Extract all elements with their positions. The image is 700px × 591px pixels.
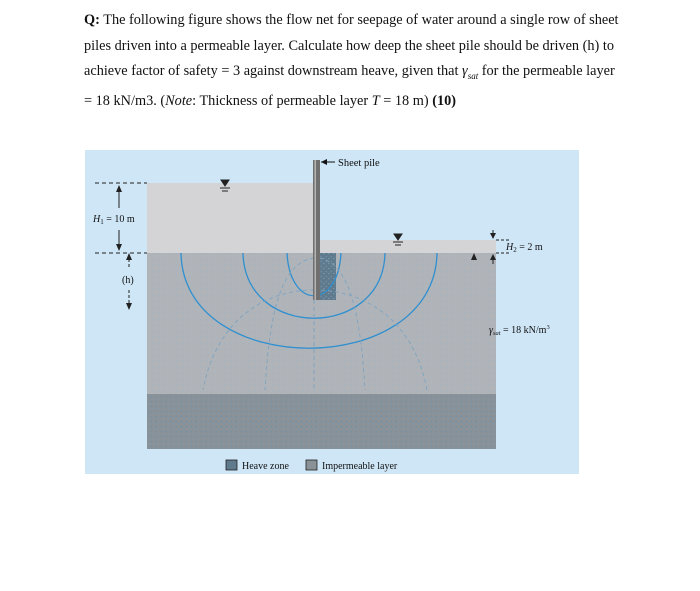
- impermeable-texture: [147, 394, 496, 449]
- question-text-part-1: The following figure shows the flow net for seepage of water around a single row of sheet piles driven into a permeable layer. Calculate how deep the sheet pile should be driven (h) to achieve factor of safety = 3 against downstream heave, given that: [84, 12, 619, 79]
- legend-impermeable-label: Impermeable layer: [322, 461, 398, 472]
- thickness-value: = 18 m): [379, 93, 433, 110]
- flow-net-diagram: [85, 150, 579, 474]
- h2-label: $H_2 = 2$ m: [506, 242, 543, 254]
- question-text-part-2: for the permeable layer = 18 kN/m3. (: [84, 63, 615, 110]
- question-label: Q:: [84, 12, 100, 28]
- upstream-water: [147, 183, 314, 253]
- downstream-water: [320, 240, 496, 253]
- gamma-sat-label: $\gamma_{sat} = 18$ $kN/m^3$: [489, 324, 550, 337]
- thickness-symbol: T: [371, 93, 380, 110]
- sheet-pile-label: Sheet pile: [338, 158, 380, 169]
- legend-impermeable-swatch: [306, 460, 317, 470]
- legend-heave-label: Heave zone: [242, 461, 289, 472]
- sheet-pile-highlight: [315, 160, 317, 300]
- h1-label: $H_1 = 10$ m: [93, 214, 135, 226]
- note-label: Note: [165, 93, 193, 110]
- gamma-subscript: sat: [467, 70, 479, 81]
- legend-heave-swatch: [226, 460, 237, 470]
- question-marks: (10): [432, 93, 457, 110]
- sheet-pile: [313, 160, 320, 300]
- flow-net-figure: [85, 150, 579, 474]
- note-text: : Thickness of permeable layer: [192, 93, 372, 110]
- question-text: [84, 8, 624, 115]
- h-label: (h): [122, 275, 134, 286]
- gamma-symbol: γ: [462, 63, 468, 79]
